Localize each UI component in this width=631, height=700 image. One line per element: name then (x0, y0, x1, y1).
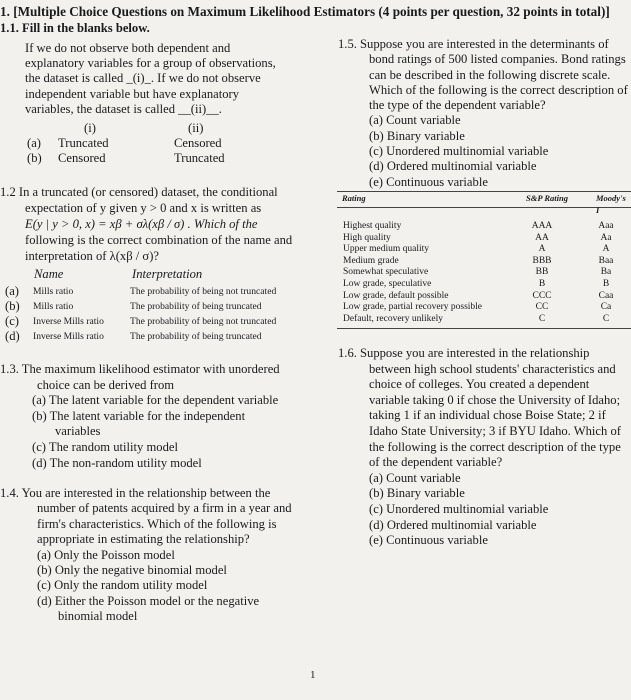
q12-option-name: Mills ratio (33, 301, 74, 312)
q11-text (25, 41, 276, 117)
q12-option-key: (a) (5, 284, 19, 298)
table-cell-sp: AA (535, 232, 549, 243)
q15-line: the type of the dependent variable? (369, 98, 546, 113)
page-title: 1. [Multiple Choice Questions on Maximum Likelihood Estimators (4 points per question, 32 points in total)] (0, 4, 610, 19)
q14-line: firm's characteristics. Which of the following is (37, 516, 277, 531)
q16-line: choice of colleges. You created a dependent (369, 377, 590, 392)
table-header-sp: S&P Rating (526, 193, 568, 203)
q13-option[interactable]: (a) The latent variable for the dependent variable (32, 393, 279, 408)
table-cell-moodys: A (602, 244, 610, 255)
table-cell-rating: Low grade, speculative (343, 278, 432, 289)
q13-line: choice can be derived from (37, 377, 175, 392)
q16-option[interactable]: (c) Unordered multinomial variable (369, 501, 549, 516)
q14-text (0, 486, 292, 625)
q12-option-key: (b) (5, 299, 20, 313)
q11-option-i: Truncated (58, 136, 109, 150)
table-cell-sp: BB (535, 267, 549, 278)
q12-option-name: Mills ratio (33, 286, 74, 297)
q13-option-cont: variables (55, 424, 101, 439)
q15-line: bond ratings of 500 listed companies. Bond ratings (369, 52, 626, 67)
table-col-rating (343, 221, 482, 325)
q13-option[interactable]: (b) The latent variable for the independent (32, 408, 246, 423)
q12-option-name: Inverse Mills ratio (33, 331, 104, 342)
q16-option[interactable]: (d) Ordered multinomial variable (369, 517, 537, 532)
q11-header-i: (i) (84, 121, 96, 135)
q16-text (338, 346, 621, 549)
q12-option-key: (d) (5, 329, 20, 343)
q11-option-ii: Censored (174, 136, 222, 150)
q15-line: can be described in the following discrete scale. (369, 67, 611, 82)
q12-option[interactable] (5, 314, 276, 329)
q12-option[interactable] (5, 284, 276, 299)
table-col-sp (522, 221, 562, 325)
table-cell-rating: Default, recovery unlikely (343, 313, 443, 324)
q16-line: of the dependent variable? (369, 455, 503, 470)
q12-line: expectation of y given y > 0 and x is written as (25, 201, 262, 215)
q16-line: variable taking 0 if chose the University of Idaho; (369, 392, 621, 407)
q12-options (5, 284, 276, 344)
table-cell-rating: Medium grade (343, 255, 399, 266)
q15-line: 1.5. Suppose you are interested in the determinants of (338, 37, 609, 51)
table-cell-sp: C (538, 313, 546, 324)
q11-line: variables, the dataset is called __(ii)__. (25, 101, 222, 116)
q12-option-interp: The probability of being not truncated (130, 286, 277, 297)
q16-line: between high school students' characteristics and (369, 361, 616, 376)
q13-option[interactable]: (d) The non-random utility model (32, 455, 202, 470)
q14-option[interactable]: (d) Either the Poisson model or the negative (37, 593, 260, 608)
q16-line: the following is the correct description of the type (369, 439, 621, 454)
q16-line: 1.6. Suppose you are interested in the relationship (338, 346, 590, 360)
table-cell-sp: B (538, 278, 546, 289)
table-cell-moodys: B (602, 278, 610, 289)
q15-option[interactable]: (c) Unordered multinomial variable (369, 144, 549, 159)
table-cell-rating: Highest quality (343, 221, 402, 231)
page-number: 1 (310, 669, 316, 681)
q11-option[interactable] (27, 136, 225, 151)
table-cell-sp: A (538, 244, 546, 255)
table-rule-top (337, 191, 631, 192)
q16-option[interactable]: (b) Binary variable (369, 486, 465, 501)
q16-line: taking 1 if an individual chose Boise State; 2 if (369, 408, 606, 423)
q12-col-interp: Interpretation (132, 267, 203, 281)
q14-line: appropriate in estimating the relationship? (37, 532, 250, 547)
q15-option[interactable]: (d) Ordered multinomial variable (369, 159, 537, 174)
q11-header-ii: (ii) (188, 121, 204, 135)
table-rule-header (337, 207, 631, 208)
table-cell-moodys: Ca (600, 302, 612, 313)
q12-option-interp: The probability of being not truncated (130, 316, 277, 327)
table-cell-moodys: Ba (600, 267, 612, 278)
table-rule-bottom (337, 328, 631, 329)
q11-label: 1.1. Fill in the blanks below. (0, 21, 150, 35)
q12-option[interactable] (5, 299, 276, 314)
table-header-moodys: Moody's I (596, 193, 626, 215)
table-cell-moodys: Aa (600, 232, 612, 243)
q11-line: If we do not observe both dependent and (25, 41, 231, 55)
table-cell-sp: CC (535, 302, 549, 313)
q15-line: Which of the following is the correct description of (369, 82, 628, 97)
q14-option[interactable]: (b) Only the negative binomial model (37, 563, 227, 578)
q16-option[interactable]: (a) Count variable (369, 470, 461, 485)
q11-option-ii: Truncated (174, 151, 225, 165)
q13-option[interactable]: (c) The random utility model (32, 439, 178, 454)
table-cell-rating: Somewhat speculative (343, 267, 429, 278)
q12-line: 1.2 In a truncated (or censored) dataset, the conditional (0, 185, 278, 199)
table-header-rating: Rating (342, 193, 366, 203)
q12-formula: E(y | y > 0, x) = xβ + σλ(xβ / σ) . Which of the (25, 217, 258, 231)
q11-line: the dataset is called _(i)_. If we do not observe (25, 71, 261, 86)
q14-option[interactable]: (a) Only the Poisson model (37, 547, 175, 562)
q15-option[interactable]: (a) Count variable (369, 113, 461, 128)
q12-text (0, 184, 292, 264)
q11-line: explanatory variables for a group of observations, (25, 56, 276, 71)
table-cell-rating: Upper medium quality (343, 244, 430, 255)
table-cell-moodys: Aaa (598, 221, 614, 231)
q15-option[interactable]: (e) Continuous variable (369, 174, 488, 189)
q16-line: Idaho State University; 3 if BYU Idaho. Which of (369, 423, 621, 438)
q12-option-interp: The probability of being truncated (130, 331, 262, 342)
q12-option[interactable] (5, 329, 276, 344)
table-cell-rating: Low grade, default possible (343, 290, 449, 301)
table-col-moodys (588, 221, 624, 325)
table-cell-rating: Low grade, partial recovery possible (343, 302, 483, 313)
table-cell-moodys: C (602, 313, 610, 324)
q12-option-key: (c) (5, 314, 19, 328)
q13-line: 1.3. The maximum likelihood estimator with unordered (0, 362, 280, 376)
q11-line: independent variable but have explanatory (25, 86, 240, 101)
q15-text (338, 37, 628, 190)
q12-line: following is the correct combination of the name and (25, 233, 293, 247)
q13-text (0, 362, 280, 471)
table-cell-moodys: Baa (598, 255, 614, 266)
q12-col-name: Name (34, 267, 64, 281)
q12-option-interp: The probability of being truncated (130, 301, 262, 312)
table-cell-moodys: Caa (598, 290, 614, 301)
q12-option-name: Inverse Mills ratio (33, 316, 104, 327)
q14-line: number of patents acquired by a firm in a year and (37, 501, 292, 516)
q11-option-key: (b) (27, 151, 42, 165)
table-cell-sp: BBB (532, 255, 552, 266)
q11-option-i: Censored (58, 151, 106, 165)
q11-option[interactable] (27, 151, 225, 166)
q12-line: interpretation of λ(xβ / σ)? (25, 249, 159, 263)
table-cell-sp: CCC (532, 290, 552, 301)
q11-option-key: (a) (27, 136, 41, 150)
q14-option[interactable]: (c) Only the random utility model (37, 578, 208, 593)
q14-option-cont: binomial model (58, 609, 138, 624)
q16-option[interactable]: (e) Continuous variable (369, 533, 488, 548)
q14-line: 1.4. You are interested in the relationship between the (0, 486, 271, 500)
table-cell-rating: High quality (343, 232, 391, 243)
q15-option[interactable]: (b) Binary variable (369, 128, 465, 143)
table-cell-sp: AAA (531, 221, 553, 231)
q11-options (27, 121, 225, 166)
